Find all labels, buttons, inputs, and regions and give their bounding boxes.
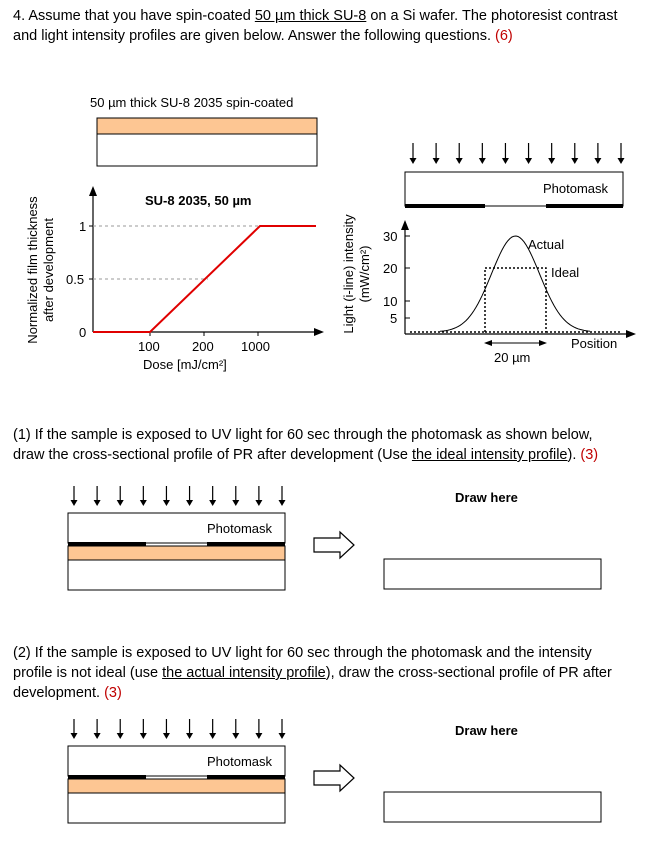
part2-points: (3) (104, 685, 122, 701)
down-arrow-icon (94, 733, 101, 739)
part1-text (13, 425, 643, 465)
part2-figure (68, 719, 601, 823)
down-arrow-icon (117, 500, 124, 506)
down-arrow-icon (279, 733, 286, 739)
contrast-y-arrow (89, 186, 97, 196)
intensity-xlabel: Position (571, 336, 618, 351)
part2-line2-a: profile is not ideal (use (13, 665, 163, 681)
intensity-y-arrow (401, 220, 409, 230)
part1-chrome-right (207, 542, 285, 546)
ytick-label-20: 20 (383, 261, 398, 276)
ideal-profile (485, 268, 546, 332)
part1-draw-label: Draw here (455, 490, 518, 505)
ideal-label: Ideal (551, 265, 580, 280)
down-arrow-icon (232, 733, 239, 739)
part2-mask-label: Photomask (207, 754, 273, 769)
down-arrow-icon (279, 500, 286, 506)
part1-exposure-arrows (71, 486, 286, 506)
part1-mask-label: Photomask (207, 521, 273, 536)
intensity-chart (401, 143, 636, 346)
width-label: 20 µm (494, 350, 531, 365)
xtick-label-100: 100 (138, 339, 160, 354)
exposure-arrows-top (410, 143, 625, 164)
part1-draw-box[interactable] (384, 559, 601, 589)
wafer-stack (97, 118, 317, 166)
contrast-title: SU-8 2035, 50 µm (145, 193, 252, 208)
ytick-label-5: 5 (390, 311, 398, 326)
xtick-label-1000: 1000 (241, 339, 270, 354)
down-arrow-icon (186, 500, 193, 506)
part2-arrow-icon (314, 765, 354, 791)
down-arrow-icon (163, 733, 170, 739)
si-wafer (97, 134, 317, 166)
ytick-label-half: 0.5 (66, 272, 85, 287)
part1-figure (68, 486, 601, 590)
ytick-label-30: 30 (383, 229, 398, 244)
ytick-label-10: 10 (383, 294, 398, 309)
down-arrow-icon (594, 158, 601, 164)
contrast-ylabel-2: after development (41, 217, 56, 323)
part1-chrome-left (68, 542, 146, 546)
contrast-x-arrow (314, 328, 324, 336)
down-arrow-icon (255, 733, 262, 739)
intensity-ylabel-2: (mW/cm²) (357, 245, 372, 303)
part1-line2-b: ). (567, 447, 577, 463)
su8-layer (97, 118, 317, 134)
ytick-label-0: 0 (79, 325, 87, 340)
part2-chrome-left (68, 775, 146, 779)
width-arrow-right (539, 340, 547, 346)
part2-draw-label: Draw here (455, 723, 518, 738)
part1-arrow-icon (314, 532, 354, 558)
down-arrow-icon (163, 500, 170, 506)
contrast-chart (89, 186, 324, 336)
part2-line3: development. (13, 685, 101, 701)
mask-chrome-right (546, 204, 623, 208)
down-arrow-icon (209, 500, 216, 506)
contrast-curve (93, 226, 316, 332)
intensity-ylabel-1: Light (i-line) intensity (341, 214, 356, 334)
contrast-xlabel: Dose [mJ/cm²] (143, 357, 227, 372)
intro-line2: and light intensity profiles are given below. Answer the following questions. (13, 28, 491, 44)
mask-chrome-left (405, 204, 485, 208)
down-arrow-icon (433, 158, 440, 164)
part2-wafer (68, 793, 285, 823)
down-arrow-icon (410, 158, 417, 164)
down-arrow-icon (117, 733, 124, 739)
down-arrow-icon (140, 733, 147, 739)
mask-label-top: Photomask (543, 181, 609, 196)
down-arrow-icon (209, 733, 216, 739)
ytick-label-1: 1 (79, 219, 87, 234)
intro-underlined: 50 µm thick SU-8 (254, 8, 367, 24)
part2-text (13, 643, 643, 703)
down-arrow-icon (571, 158, 578, 164)
down-arrow-icon (140, 500, 147, 506)
part1-line1: (1) If the sample is exposed to UV light for 60 sec through the photomask as shown below, (13, 427, 593, 443)
intensity-x-arrow (626, 330, 636, 338)
wafer-figure-title: 50 µm thick SU-8 2035 spin-coated (90, 95, 294, 110)
down-arrow-icon (502, 158, 509, 164)
part2-draw-box[interactable] (384, 792, 601, 822)
part1-points: (3) (580, 447, 599, 463)
actual-profile (440, 236, 590, 331)
down-arrow-icon (71, 500, 78, 506)
contrast-ylabel (25, 140, 57, 400)
width-arrow-left (484, 340, 492, 346)
part2-exposure-arrows (71, 719, 286, 739)
down-arrow-icon (456, 158, 463, 164)
intro-text-a: Assume that you have spin-coated (28, 8, 255, 24)
part2-line2-ul: the actual intensity profile (162, 665, 326, 681)
down-arrow-icon (479, 158, 486, 164)
down-arrow-icon (525, 158, 532, 164)
contrast-ylabel-1: Normalized film thickness (25, 196, 40, 344)
part1-line2-ul: the ideal intensity profile (411, 447, 568, 463)
down-arrow-icon (548, 158, 555, 164)
down-arrow-icon (71, 733, 78, 739)
part2-line1: (2) If the sample is exposed to UV light for 60 sec through the photomask and the intensity (13, 645, 592, 661)
part2-su8 (68, 779, 285, 793)
question-number: 4. (13, 8, 26, 24)
intensity-ylabel (341, 189, 373, 359)
part2-line2-b: ), draw the cross-sectional profile of PR after (325, 665, 612, 681)
down-arrow-icon (186, 733, 193, 739)
part1-su8 (68, 546, 285, 560)
intro-text-b: on a Si wafer. The photoresist contrast (366, 8, 618, 24)
question-points: (6) (495, 28, 513, 44)
xtick-label-200: 200 (192, 339, 214, 354)
part2-chrome-right (207, 775, 285, 779)
part1-wafer (68, 560, 285, 590)
down-arrow-icon (618, 158, 625, 164)
down-arrow-icon (94, 500, 101, 506)
down-arrow-icon (232, 500, 239, 506)
actual-label: Actual (528, 237, 565, 252)
down-arrow-icon (255, 500, 262, 506)
part1-line2-a: draw the cross-sectional profile of PR after development (Use (13, 447, 412, 463)
